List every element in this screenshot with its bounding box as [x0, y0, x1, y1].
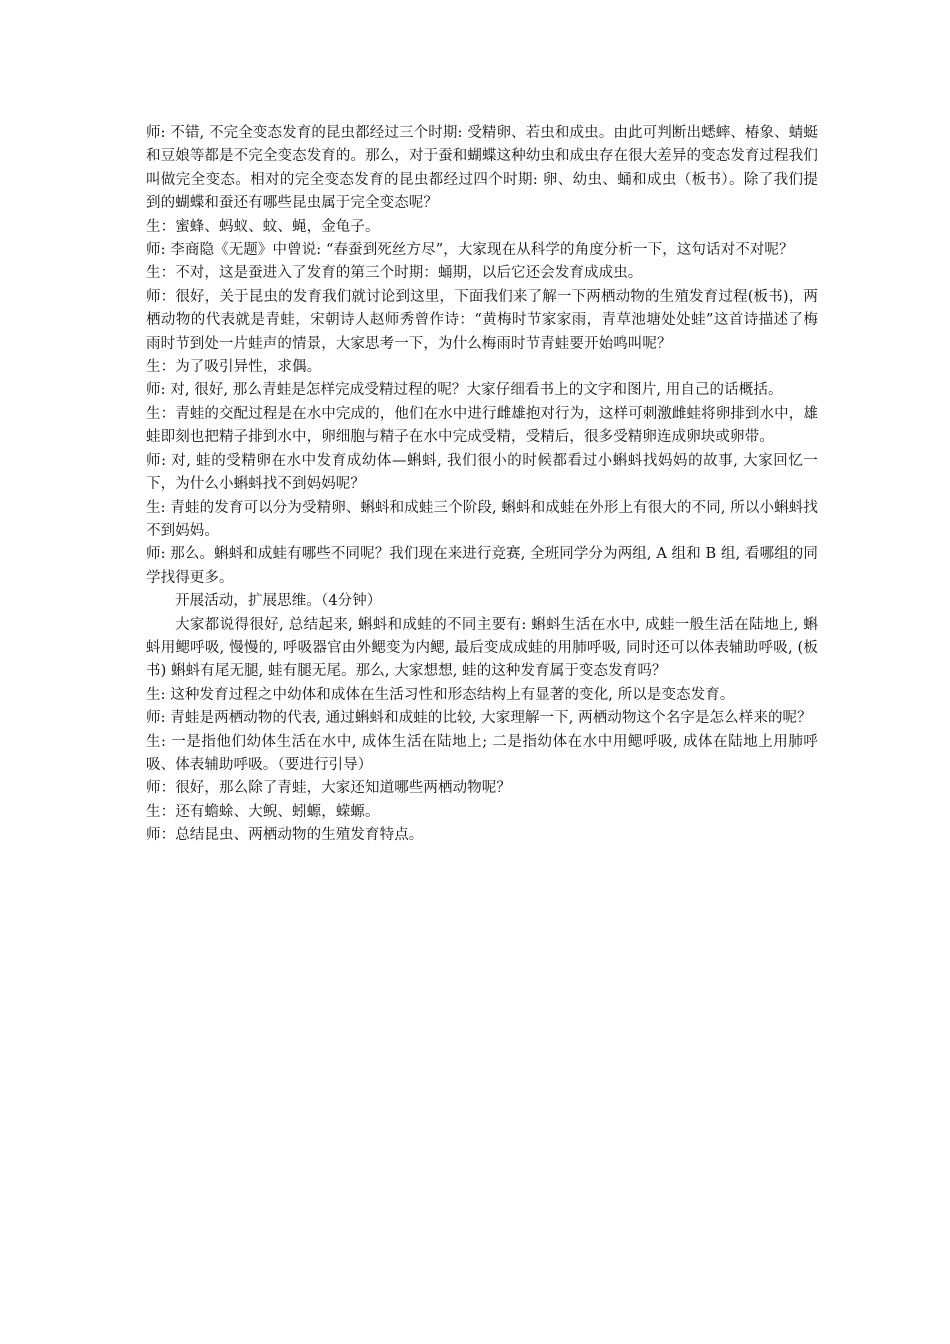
paragraph: 师：总结昆虫、两栖动物的生殖发育特点。 — [146, 827, 424, 844]
paragraph: 师：很好，关于昆虫的发育我们就讨论到这里，下面我们来了解一下两栖动物的生殖发育过程(板书)，两栖动物的代表就是青蛙，宋朝诗人赵师秀曾作诗：“黄梅时节家家雨，青草池塘处处蛙”这首诗描述了梅雨时节到处一片蛙声的情景，大家思考一下，为什么梅雨时节青蛙要开始鸣叫呢？ — [146, 288, 818, 352]
paragraph: 师：很好，那么除了青蛙，大家还知道哪些两栖动物呢？ — [146, 780, 511, 797]
paragraph: 生：蜜蜂、蚂蚁、蚊、蝇，金龟子。 — [146, 218, 380, 235]
paragraph: 生: 这种发育过程之中幼体和成体在生活习性和形态结构上有显著的变化, 所以是变态发育。 — [146, 686, 735, 703]
paragraph: 生：青蛙的交配过程是在水中完成的，他们在水中进行雌雄抱对行为，这样可刺激雌蛙将卵排到水中，雄蛙即刻也把精子排到水中，卵细胞与精子在水中完成受精，受精后，很多受精卵连成卵块或卵带。 — [146, 405, 818, 446]
paragraph: 师: 不错, 不完全变态发育的昆虫都经过三个时期: 受精卵、若虫和成虫。由此可判断出蟋蟀、椿象、蜻蜓和豆娘等都是不完全变态发育的。那么，对于蚕和蝴蝶这种幼虫和成虫存在很大差异的变态发育过程我们叫做完全变态。相对的完全变态发育的昆虫都经过四个时期: 卵、幼虫、蛹和成虫（板书）。除了我们提到的蝴蝶和蚕还有哪些昆虫属于完全变态呢？ — [146, 125, 818, 212]
paragraph: 生：为了吸引异性，求偶。 — [146, 359, 322, 376]
paragraph: 生: 青蛙的发育可以分为受精卵、蝌蚪和成蛙三个阶段, 蝌蚪和成蛙在外形上有很大的不同, 所以小蝌蚪找不到妈妈。 — [146, 499, 818, 539]
paragraph: 师: 那么。蝌蚪和成蛙有哪些不同呢？我们现在来进行竞赛, 全班同学分为两组, A 组和 B 组, 看哪组的同学找得更多。 — [146, 546, 818, 586]
paragraph: 师: 青蛙是两栖动物的代表, 通过蝌蚪和成蛙的比较, 大家理解一下, 两栖动物这个名字是怎么样来的呢？ — [146, 710, 812, 727]
paragraph: 师: 对, 很好, 那么青蛙是怎样完成受精过程的呢？大家仔细看书上的文字和图片, 用自己的话概括。 — [146, 382, 783, 399]
paragraph: 开展活动，扩展思维。（4分钟） — [175, 593, 382, 610]
document-body — [146, 122, 818, 848]
paragraph: 生: 一是指他们幼体生活在水中, 成体生活在陆地上; 二是指幼体在水中用鳃呼吸, 成体在陆地上用肺呼吸、体表辅助呼吸。（要进行引导） — [146, 733, 818, 773]
paragraph: 生：不对，这是蚕进入了发育的第三个时期：蛹期，以后它还会发育成成虫。 — [146, 265, 643, 282]
paragraph: 生：还有蟾蜍、大鲵、蚓螈，蝾螈。 — [146, 803, 380, 820]
paragraph: 师: 对, 蛙的受精卵在水中发育成幼体—蝌蚪, 我们很小的时候都看过小蝌蚪找妈妈的故事, 大家回忆一下，为什么小蝌蚪找不到妈妈呢？ — [146, 452, 818, 493]
paragraph: 师: 李商隐《无题》中曾说: “春蚕到死丝方尽”，大家现在从科学的角度分析一下，这句话对不对呢？ — [146, 242, 794, 259]
paragraph: 大家都说得很好, 总结起来, 蝌蚪和成蛙的不同主要有: 蝌蚪生活在水中, 成蛙一般生活在陆地上, 蝌蚪用鳃呼吸, 慢慢的, 呼吸器官由外鳃变为内鳃, 最后变成成蛙的用肺呼吸, 同时还可以体表辅助呼吸, (板书) 蝌蚪有尾无腿, 蛙有腿无尾。那么, 大家想想, 蛙的这种发育属于变态发育吗？ — [146, 616, 818, 680]
